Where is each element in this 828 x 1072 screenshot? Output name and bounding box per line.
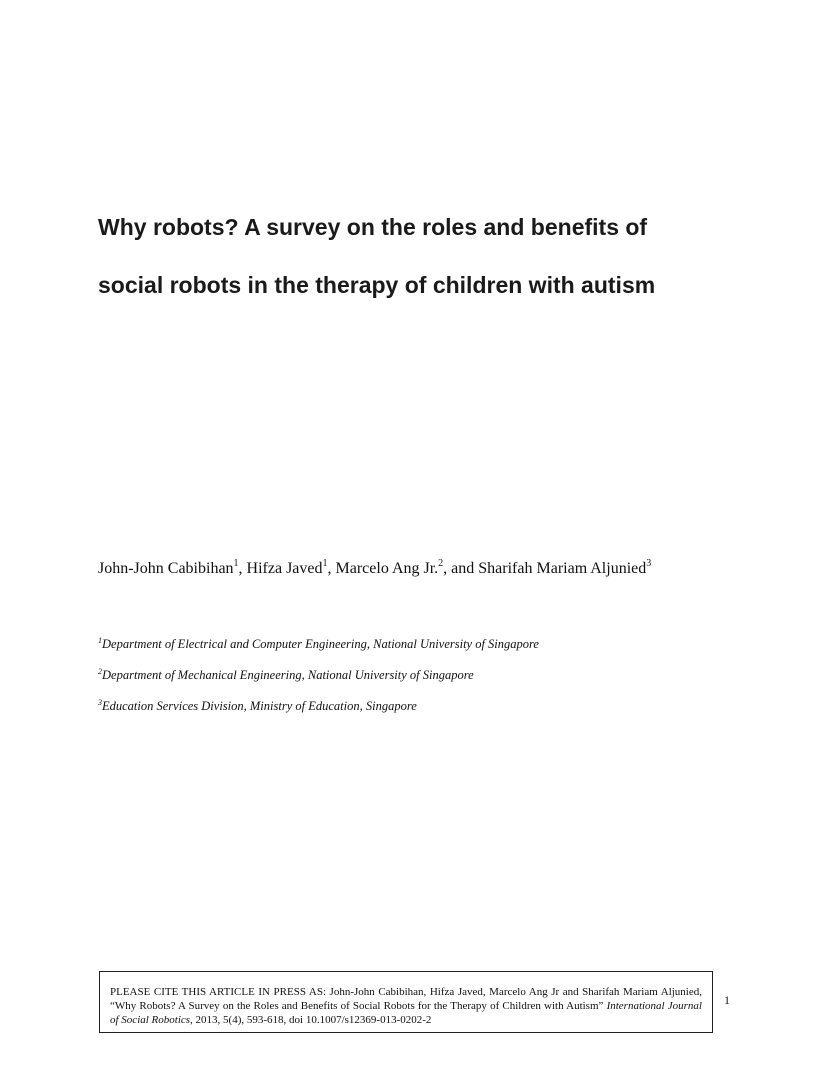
affiliation-text: Education Services Division, Ministry of Education, Singapore xyxy=(102,699,417,713)
author-separator: , xyxy=(327,560,336,577)
author-affil-sup: 1 xyxy=(233,558,239,569)
page-number: 1 xyxy=(724,993,730,1007)
author-affil-sup: 2 xyxy=(438,558,444,569)
citation-lead: PLEASE CITE THIS ARTICLE IN PRESS AS: John-John Cabibihan, Hifza Javed, Marcelo Ang Jr and Sharifah Mariam Aljunied, “Why Robots? A Survey on the Roles and Benefits of Social Robots for the Therapy of Children with Autism” xyxy=(110,986,702,1012)
affiliation-sup: 1 xyxy=(98,636,102,645)
author-affil-sup: 3 xyxy=(646,558,652,569)
author-affil-sup: 1 xyxy=(322,558,328,569)
title-line-1: Why robots? A survey on the roles and benefits of xyxy=(98,214,648,240)
paper-title xyxy=(98,198,758,314)
citation-box xyxy=(99,971,713,1033)
affiliation-3 xyxy=(98,699,417,714)
affiliation-2 xyxy=(98,668,474,683)
author-name: Sharifah Mariam Aljunied xyxy=(478,560,647,577)
affiliation-1 xyxy=(98,637,539,652)
title-line-2: social robots in the therapy of children with autism xyxy=(98,272,656,298)
affiliation-sup: 3 xyxy=(98,698,102,707)
citation-tail: 2013, 5(4), 593-618, doi 10.1007/s12369-013-0202-2 xyxy=(192,1014,432,1026)
author-name: Hifza Javed xyxy=(246,560,323,577)
author-name: Marcelo Ang Jr. xyxy=(335,560,439,577)
affiliation-sup: 2 xyxy=(98,667,102,676)
author-separator: , and xyxy=(443,560,479,577)
citation-journal: International Journal of Social Robotics, xyxy=(110,1000,702,1026)
author-separator: , xyxy=(238,560,247,577)
author-list xyxy=(98,560,651,578)
affiliation-text: Department of Mechanical Engineering, National University of Singapore xyxy=(102,668,474,682)
affiliation-text: Department of Electrical and Computer Engineering, National University of Singapore xyxy=(102,637,539,651)
author-name: John-John Cabibihan xyxy=(98,560,234,577)
